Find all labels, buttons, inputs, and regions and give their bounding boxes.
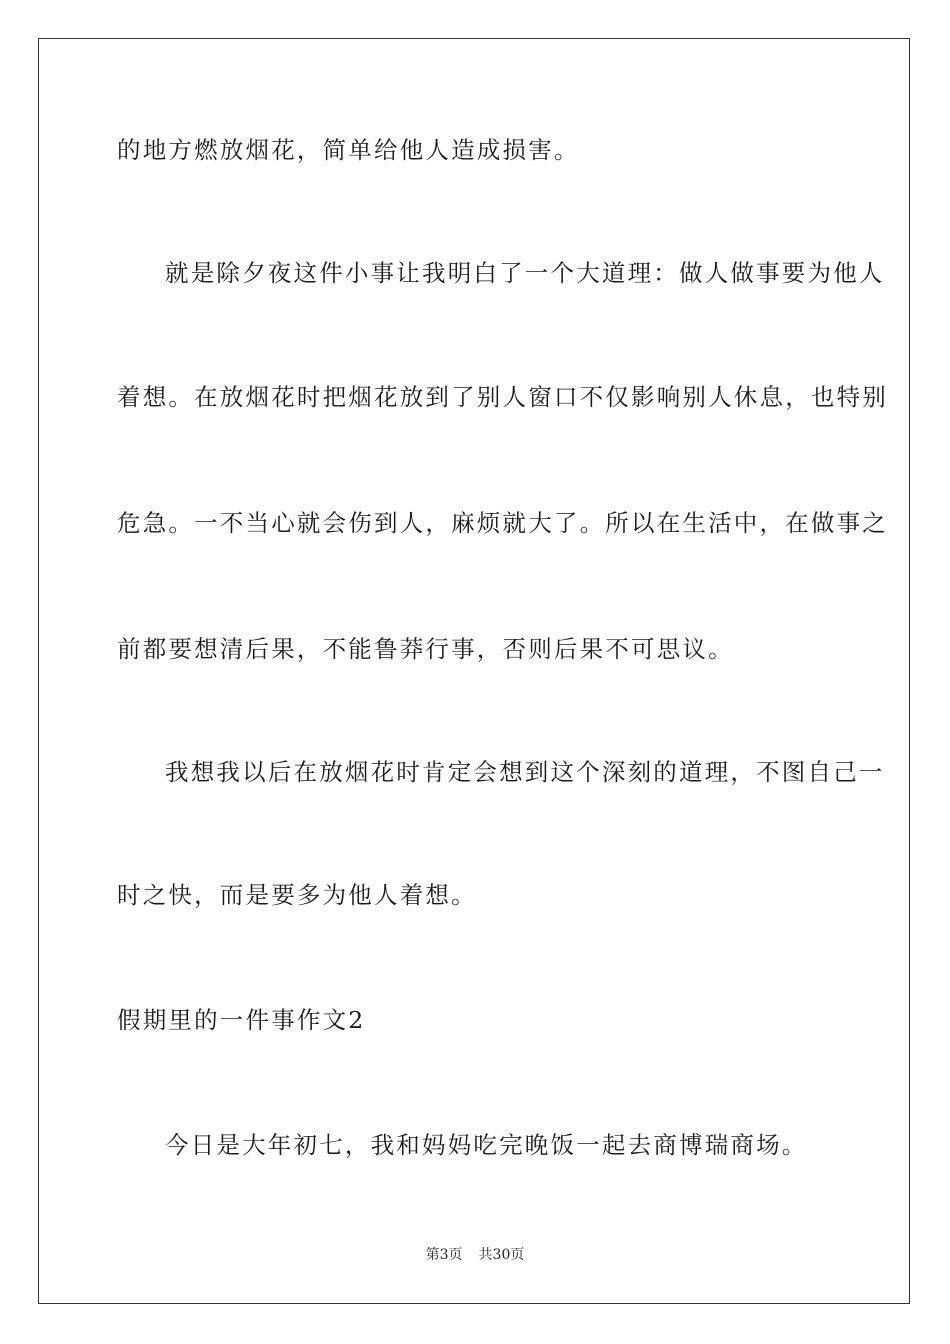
paragraph-line: 今日是大年初七，我和妈妈吃完晚饭一起去商博瑞商场。 <box>165 1131 808 1159</box>
page-number: 第3页 <box>425 1247 463 1263</box>
paragraph-line: 前都要想清后果，不能鲁莽行事，否则后果不可思议。 <box>117 635 734 663</box>
paragraph-line: 时之快，而是要多为他人着想。 <box>117 881 477 909</box>
paragraph-line: 危急。一不当心就会伤到人，麻烦就大了。所以在生活中，在做事之 <box>117 509 888 537</box>
paragraph-line: 的地方燃放烟花，简单给他人造成损害。 <box>117 136 580 164</box>
total-pages: 共30页 <box>478 1247 525 1263</box>
paragraph-line: 着想。在放烟花时把烟花放到了别人窗口不仅影响别人休息，也特别 <box>117 383 888 411</box>
page-border <box>38 38 910 1304</box>
paragraph-line: 就是除夕夜这件小事让我明白了一个大道理：做人做事要为他人 <box>165 259 885 287</box>
paragraph-line: 我想我以后在放烟花时肯定会想到这个深刻的道理，不图自己一 <box>165 758 885 786</box>
section-heading: 假期里的一件事作文2 <box>117 1006 366 1034</box>
page-footer <box>0 1245 950 1265</box>
